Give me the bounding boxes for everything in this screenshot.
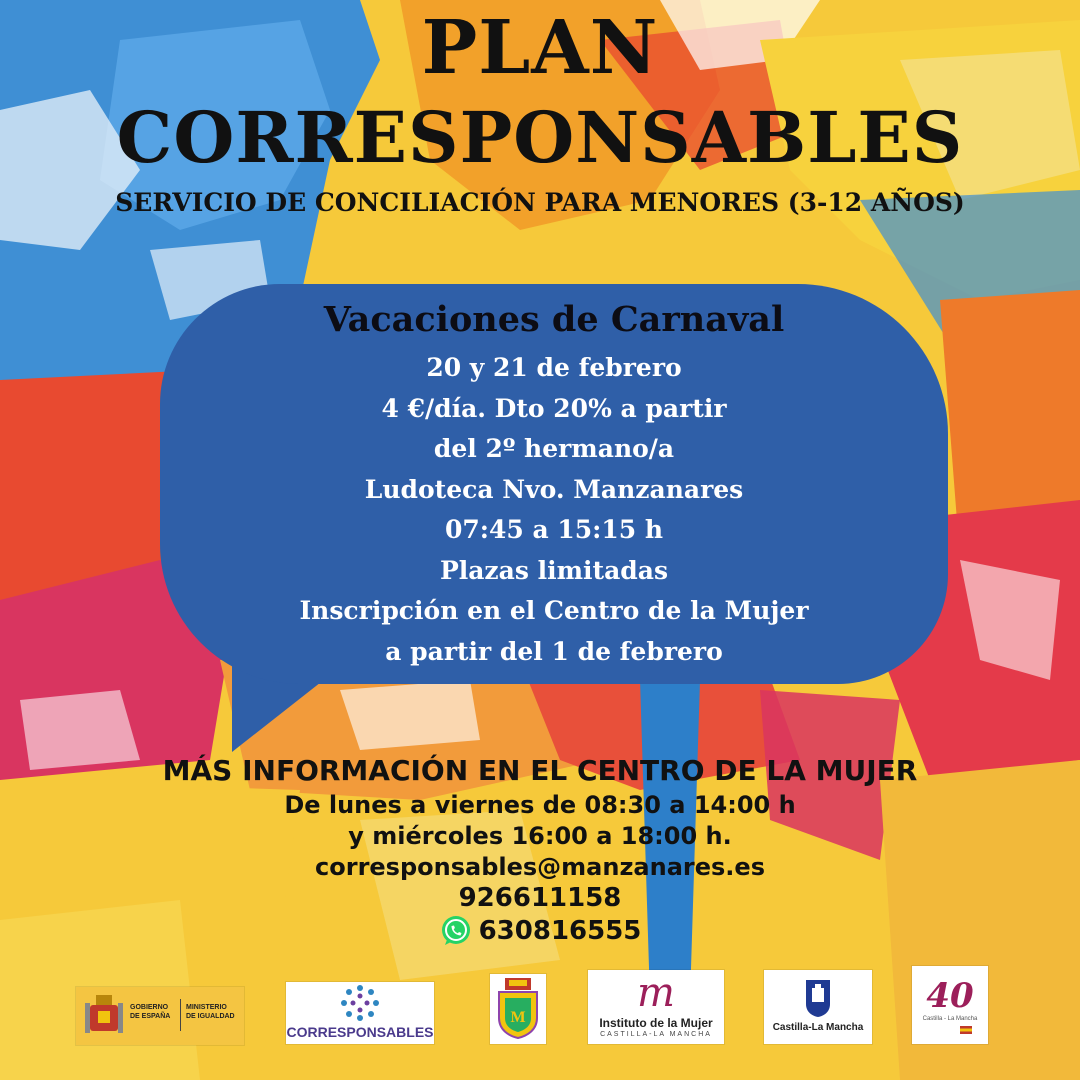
info-phone[interactable]: 926611158: [458, 883, 622, 913]
bubble-content: [160, 292, 948, 672]
logo-manzanares-crest: [490, 974, 546, 1044]
gobierno-line-1: GOBIERNO: [130, 1004, 169, 1011]
coat-of-arms-icon: [495, 978, 541, 1040]
corresponsables-logo-text: CORRESPONSABLES: [286, 1024, 434, 1040]
gobierno-line-2: DE ESPAÑA: [130, 1013, 171, 1020]
whatsapp-icon: [439, 914, 473, 948]
info-hours-1: De lunes a viernes de 08:30 a 14:00 h: [284, 791, 796, 819]
bubble-line: 20 y 21 de febrero: [426, 353, 682, 382]
bubble-line: Plazas limitadas: [439, 555, 669, 585]
info-hours-2: y miércoles 16:00 a 18:00 h.: [348, 822, 732, 850]
info-heading: MÁS INFORMACIÓN EN EL CENTRO DE LA MUJER: [162, 754, 918, 787]
logo-corresponsables: [286, 982, 434, 1044]
bubble-heading: Vacaciones de Carnaval: [323, 299, 785, 340]
instituto-name: Instituto de la Mujer: [599, 1016, 713, 1030]
subtitle: SERVICIO DE CONCILIACIÓN PARA MENORES (3-12 AÑOS): [115, 188, 965, 217]
bubble-line: a partir del 1 de febrero: [385, 636, 723, 666]
svg-text:M: M: [510, 1009, 526, 1026]
bubble-line: Inscripción en el Centro de la Mujer: [299, 596, 809, 625]
logo-instituto-de-la-mujer: m Instituto de la Mujer CASTILLA-LA MANCHA: [588, 970, 724, 1044]
star-ring-icon: [338, 984, 382, 1022]
title-line-2: CORRESPONSABLES: [116, 96, 964, 179]
castilla-logo-text: Castilla-La Mancha: [772, 1022, 864, 1033]
info-whatsapp-number[interactable]: 630816555: [478, 915, 642, 946]
logo-gobierno-de-espana: [76, 987, 244, 1045]
info-block: [0, 752, 1080, 956]
cuarenta-caption: Castilla - La Mancha: [922, 1016, 978, 1022]
bubble-line: del 2º hermano/a: [433, 434, 675, 463]
info-email[interactable]: corresponsables@manzanares.es: [315, 853, 765, 881]
coat-of-arms-icon: [84, 991, 124, 1041]
logo-castilla-la-mancha: [764, 970, 872, 1044]
logo-40-aniversario: [912, 966, 988, 1044]
bubble-line: Ludoteca Nvo. Manzanares: [364, 474, 744, 504]
info-whatsapp-row: [0, 914, 1080, 956]
instituto-region: CASTILLA-LA MANCHA: [600, 1031, 712, 1038]
gobierno-line-3: MINISTERIO: [186, 1004, 227, 1011]
bubble-line: 07:45 a 15:15 h: [444, 515, 664, 544]
cuarenta-number: 40: [926, 976, 974, 1016]
title-line-1: PLAN: [421, 5, 659, 91]
gobierno-line-4: DE IGUALDAD: [186, 1013, 235, 1020]
coat-of-arms-icon: [804, 978, 832, 1018]
bubble-line: 4 €/día. Dto 20% a partir: [381, 393, 727, 423]
